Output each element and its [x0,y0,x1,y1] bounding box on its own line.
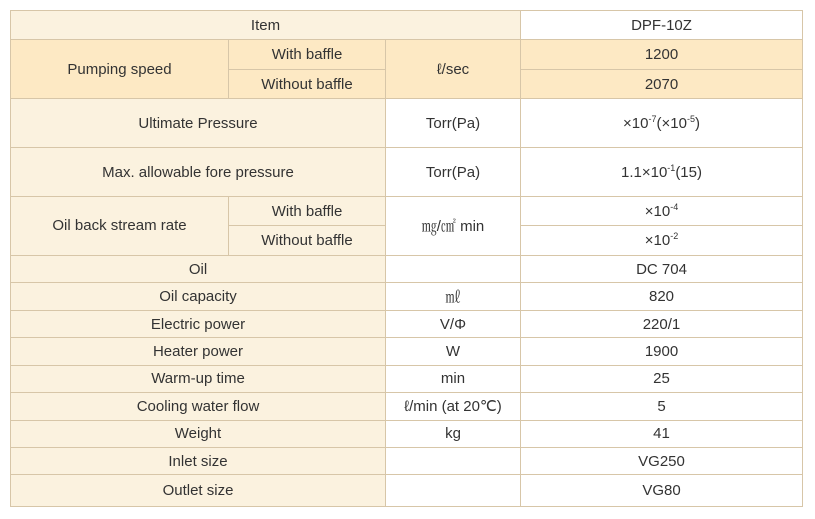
outlet-size-value: VG80 [521,475,803,507]
oil-back-without-baffle-label: Without baffle [229,226,386,255]
heater-power-label: Heater power [11,338,386,365]
pumping-speed-with-baffle-value: 1200 [521,40,803,69]
table-row [11,420,803,447]
pumping-speed-without-baffle-value: 2070 [521,69,803,98]
oil-label: Oil [11,255,386,282]
table-row [11,475,803,507]
ultimate-pressure-unit: Torr(Pa) [386,99,521,148]
table-row [11,99,803,148]
oil-back-with-baffle-label: With baffle [229,196,386,225]
table-row [11,40,803,69]
table-row [11,365,803,392]
electric-power-unit: V/Φ [386,310,521,337]
warm-up-time-label: Warm-up time [11,365,386,392]
warm-up-time-value: 25 [521,365,803,392]
outlet-size-unit [386,475,521,507]
oil-back-with-baffle-value: $\times 10^{-4}$ [521,196,803,225]
header-item: Item [11,11,521,40]
outlet-size-label: Outlet size [11,475,386,507]
inlet-size-label: Inlet size [11,447,386,474]
inlet-size-value: VG250 [521,447,803,474]
heater-power-unit: W [386,338,521,365]
pumping-speed-unit: ℓ/sec [386,40,521,99]
table-row [11,255,803,282]
with-baffle-label: With baffle [229,40,386,69]
table-row [11,393,803,420]
oil-unit [386,255,521,282]
inlet-size-unit [386,447,521,474]
cooling-water-flow-value: 5 [521,393,803,420]
table-row [11,196,803,225]
pumping-speed-label: Pumping speed [11,40,229,99]
fore-pressure-unit: Torr(Pa) [386,148,521,197]
table-row [11,148,803,197]
fore-pressure-label: Max. allowable fore pressure [11,148,386,197]
table-row [11,447,803,474]
weight-label: Weight [11,420,386,447]
without-baffle-label: Without baffle [229,69,386,98]
oil-capacity-value: 820 [521,283,803,310]
weight-unit: kg [386,420,521,447]
heater-power-value: 1900 [521,338,803,365]
warm-up-time-unit: min [386,365,521,392]
weight-value: 41 [521,420,803,447]
oil-capacity-unit: ㎖ [386,283,521,310]
fore-pressure-value: $1.1\times 10^{-1}(15)$ [521,148,803,197]
cooling-water-flow-label: Cooling water flow [11,393,386,420]
specification-table [10,10,803,507]
oil-back-unit: ㎎/㎠ min [386,196,521,255]
header-row [11,11,803,40]
table-row [11,338,803,365]
table-row [11,283,803,310]
ultimate-pressure-value: $\times 10^{-7}(\times 10^{-5})$ [521,99,803,148]
oil-capacity-label: Oil capacity [11,283,386,310]
header-model: DPF-10Z [521,11,803,40]
electric-power-label: Electric power [11,310,386,337]
oil-value: DC 704 [521,255,803,282]
table-row [11,310,803,337]
oil-back-without-baffle-value: $\times 10^{-2}$ [521,226,803,255]
ultimate-pressure-label: Ultimate Pressure [11,99,386,148]
electric-power-value: 220/1 [521,310,803,337]
cooling-water-flow-unit: ℓ/min (at 20℃) [386,393,521,420]
oil-back-stream-label: Oil back stream rate [11,196,229,255]
